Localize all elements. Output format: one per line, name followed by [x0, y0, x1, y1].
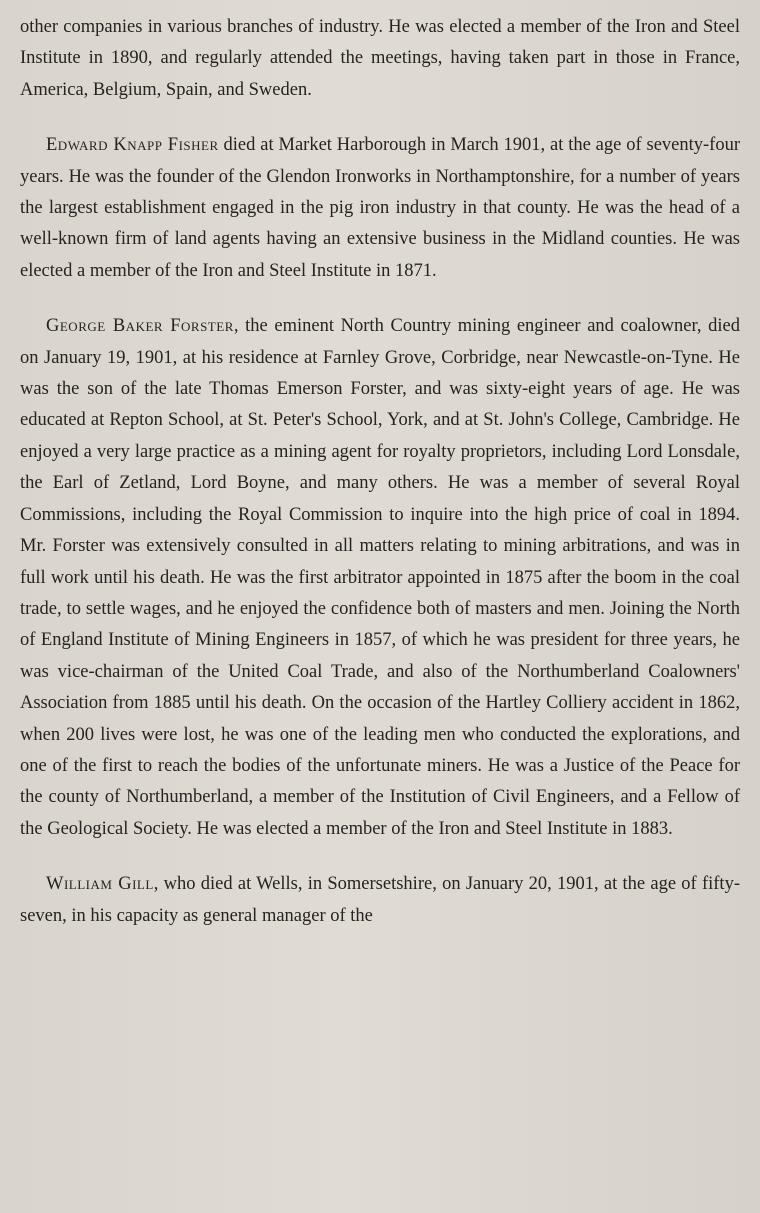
paragraph-text: other companies in various branches of industry. He was elected a member of the Iron and Steel Institute in 1890, and regularly attended the meetings, having taken part in those in France, America, Belgium, Spain, and Sweden. [20, 17, 740, 100]
paragraph-text: died at Market Harborough in March 1901, at the age of seventy-four years. He was the founder of the Glendon Ironworks in Northamptonshire, for a number of years the largest establishment engaged in the pig iron industry in that county. He was the head of a well-known firm of land agents having an extensive business in the Midland counties. He was elected a member of the Iron and Steel Institute in 1871. [20, 135, 741, 281]
paragraph-obituary-fisher [20, 130, 740, 287]
obituary-name: William Gill [46, 874, 154, 895]
paragraph-obituary-gill [20, 869, 740, 932]
paragraph-obituary-forster [20, 311, 740, 845]
paragraph-text: , who died at Wells, in Somersetshire, on January 20, 1901, at the age of fifty-seven, in his capacity as general manager of the [20, 874, 740, 926]
paragraph-text: , the eminent North Country mining engineer and coalowner, died on January 19, 1901, at his residence at Farnley Grove, Corbridge, near Newcastle-on-Tyne. He was the son of the late Thomas Emerson Forster, and was sixty-eight years of age. He was educated at Repton School, at St. Peter's School, York, and at St. John's College, Cambridge. He enjoyed a very large practice as a mining agent for royalty proprietors, including Lord Lonsdale, the Earl of Zetland, Lord Boyne, and many others. He was a member of several Royal Commissions, including the Royal Commission to inquire into the high price of coal in 1894. Mr. Forster was extensively consulted in all matters relating to mining arbitrations, and was in full work until his death. He was the first arbitrator appointed in 1875 after the boom in the coal trade, to settle wages, and he enjoyed the confidence both of masters and men. Joining the North of England Institute of Mining Engineers in 1857, of which he was president for three years, he was vice-chairman of the United Coal Trade, and also of the Northumberland Coalowners' Association from 1885 until his death. On the occasion of the Hartley Colliery accident in 1862, when 200 lives were lost, he was one of the leading men who conducted the explorations, and one of the first to reach the bodies of the unfortunate miners. He was a Justice of the Peace for the county of Northumberland, a member of the Institution of Civil Engineers, and a Fellow of the Geological Society. He was elected a member of the Iron and Steel Institute in 1883. [20, 316, 740, 839]
paragraph-intro [20, 12, 740, 106]
obituary-name: Edward Knapp Fisher [46, 135, 219, 156]
obituary-name: George Baker Forster [46, 316, 234, 337]
